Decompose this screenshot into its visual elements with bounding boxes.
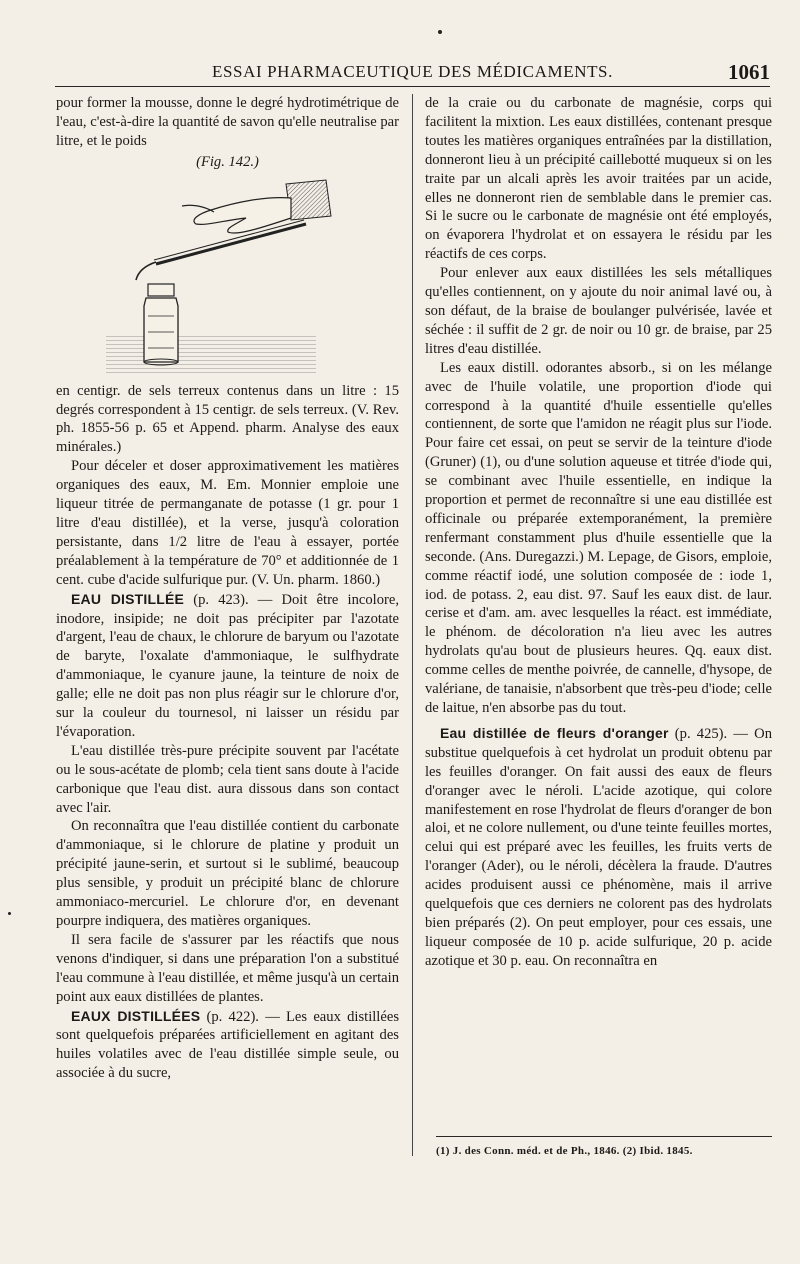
right-paragraph-4 — [425, 724, 772, 971]
left-column — [56, 94, 399, 1083]
burette-hand-drawing — [86, 176, 336, 378]
right-paragraph-2: Pour enlever aux eaux distillées les sels métalliques qu'elles contiennent, on y ajoute du noir animal lavé ou, à son défaut, de la braise de boulanger pulvérisée, lavée et séchée : il suffit de 2 gr. de noir ou 10 gr. de braise, par 25 litres d'eau distillée. — [425, 265, 772, 357]
left-paragraph-2: en centigr. de sels terreux contenus dans un litre : 15 degrés correspondent à 15 centigr. de sels terreux. (V. Rev. ph. 1855-56 p. 65 et Append. pharm. Analyse des eaux minérales.) — [56, 382, 399, 456]
entry-text: (p. 425). — On substitue quelquefois à cet hydrolat un produit obtenu par les feuilles d'oranger. On fait aussi des eaux de fleurs d'oranger avec le néroli. L'acide azotique, qui colore manifestement en rose l'hydrolat de fleurs d'oranger de bon aloi, et ne colore nullement, ou d'une teinte feuilles mortes, celui qui est préparé avec les feuilles, les fruits verts de l'oranger (Ader), ou le néroli, décèlera la fraude. D'autres acides produisent aussi ce phénomène, mais il arrive quelquefois que ces derniers ne colorent pas des hydrolats bien préparés (2). On peut employer, pour ces essais, une liqueur composée de 10 p. acide sulfurique, 20 p. acide azotique et 30 p. eau. On reconnaîtra en — [425, 725, 773, 969]
right-column — [425, 94, 772, 971]
entry-text: (p. 422). — Les eaux distillées sont quelquefois préparées artificiellement en agitant des huiles volatiles avec de l'eau distillée simple seule, ou associée à du sucre, — [56, 1008, 399, 1082]
page-number: 1061 — [728, 60, 770, 84]
left-paragraph-1: pour former la mousse, donne le degré hydrotimétrique de l'eau, c'est-à-dire la quantité de savon qu'elle neutralise par litre, et le poids — [56, 95, 399, 149]
entry-text: (p. 423). — Doit être incolore, inodore, insipide; ne doit pas précipiter par l'azotate d'argent, l'eau de chaux, le chlorure de baryum ou l'azotate de baryte, l'oxalate d'ammoniaque, le sulfhydrate d'ammoniaque, le cyanure jaune, la teinture de noix de galle; elle ne doit pas non plus réagir sur le chlorure d'or, sur la couleur du tournesol, ni laisser un résidu par l'évaporation. — [56, 591, 400, 740]
left-paragraph-6: On reconnaîtra que l'eau distillée contient du carbonate d'ammoniaque, si le chlorure de platine y produit un précipité jaune-serin, et surtout si le sublimé, beaucoup plus sensible, y produit un précipité blanc de chlorure ammoniaco-mercuriel. Le chlorure d'or, en devenant pourpre indiquera, des matières organiques. — [56, 818, 399, 929]
left-paragraph-8 — [56, 1007, 399, 1084]
right-paragraph-3: Les eaux distill. odorantes absorb., si on les mélange avec de l'huile volatile, une proportion d'iode qui correspond à la quantité d'huile essentielle qu'elles contiennent, de sorte que l'amidon ne réagit plus sur l'iode. Pour faire cet essai, on peut se servir de la teinture d'iode (Gruner) (1), ou d'une solution aqueuse et titrée d'iode qui, se combinant avec l'huile essentielle, en indique la proportion et permet de reconnaître si une eau distillée est officinale ou préparée extemporanément, la première renfermant constamment plus d'huile essentielle que la seconde. (Ans. Duregazzi.) M. Lepage, de Gisors, emploie, comme réactif iodé, une solution composée de : iode 1, iod. de potass. 2, eau dist. 97. Sauf les eaux dist. de laur. cerise et d'am. am. avec lesquelles la réact. est immédiate, le phénom. de décoloration n'a lieu avec les autres hydrolats qu'au bout de plusieurs heures. Qq. eaux dist. comme celles de menthe poivrée, de cannelle, d'hysope, de valériane, de tanaisie, n'absorbent que très-peu d'iode; celle de laitue, n'en absorbe pas du tout. — [425, 359, 772, 716]
entry-heading-fleurs-oranger: Eau distillée de fleurs d'oranger — [440, 724, 669, 741]
running-header — [55, 62, 770, 87]
hydrotimetry-illustration — [86, 176, 336, 378]
running-title: ESSAI PHARMACEUTIQUE DES MÉDICAMENTS. — [212, 62, 613, 81]
left-paragraph-5: L'eau distillée très-pure précipite souvent par l'acétate ou le sous-acétate de plomb; cela tient sans doute à l'acide carbonique que l'eau dist. aura dissous dans son contact avec l'air. — [56, 742, 399, 816]
print-speck — [438, 30, 442, 34]
entry-heading-eaux-distillees: EAUX DISTILLÉES — [71, 1007, 201, 1024]
footnotes: (1) J. des Conn. méd. et de Ph., 1846. (2) Ibid. 1845. — [436, 1136, 772, 1157]
column-divider — [412, 94, 413, 1156]
left-paragraph-4 — [56, 590, 399, 742]
left-paragraph-7: Il sera facile de s'assurer par les réactifs que nous venons d'indiquer, si dans une préparation l'on a substitué l'eau commune à l'eau distillée, et même jusqu'à un certain point aux eaux distillées de plantes. — [56, 931, 399, 1005]
left-paragraph-3: Pour déceler et doser approximativement les matières organiques des eaux, M. Em. Monnier emploie une liqueur titrée de permanganate de potasse (1 gr. pour 1 litre d'eau distillée), et la verse, jusqu'à coloration persistante, dans 1/2 litre de l'eau à essayer, portée préalablement à la température de 70° et additionnée de 1 cent. cube d'acide sulfurique pur. (V. Un. pharm. 1860.) — [56, 458, 399, 588]
entry-heading-eau-distillee: EAU DISTILLÉE — [71, 590, 185, 607]
right-paragraph-1: de la craie ou du carbonate de magnésie, corps qui facilitent la mixtion. Les eaux distillées, contenant presque toutes les matières organiques entraînées par la distillation, donneront lieu à un précipité caillebotté muqueux si on les traite par un alcali après les avoir traitées par un acide, elles ne donneront rien de semblable dans le premier cas. Si le sucre ou le carbonate de magnésie ont été employés, on évaporera l'hydrolat et on essayera le résidu par les réactifs de ces corps. — [425, 95, 772, 263]
print-speck — [8, 912, 11, 915]
figure-caption: (Fig. 142.) — [196, 153, 259, 170]
